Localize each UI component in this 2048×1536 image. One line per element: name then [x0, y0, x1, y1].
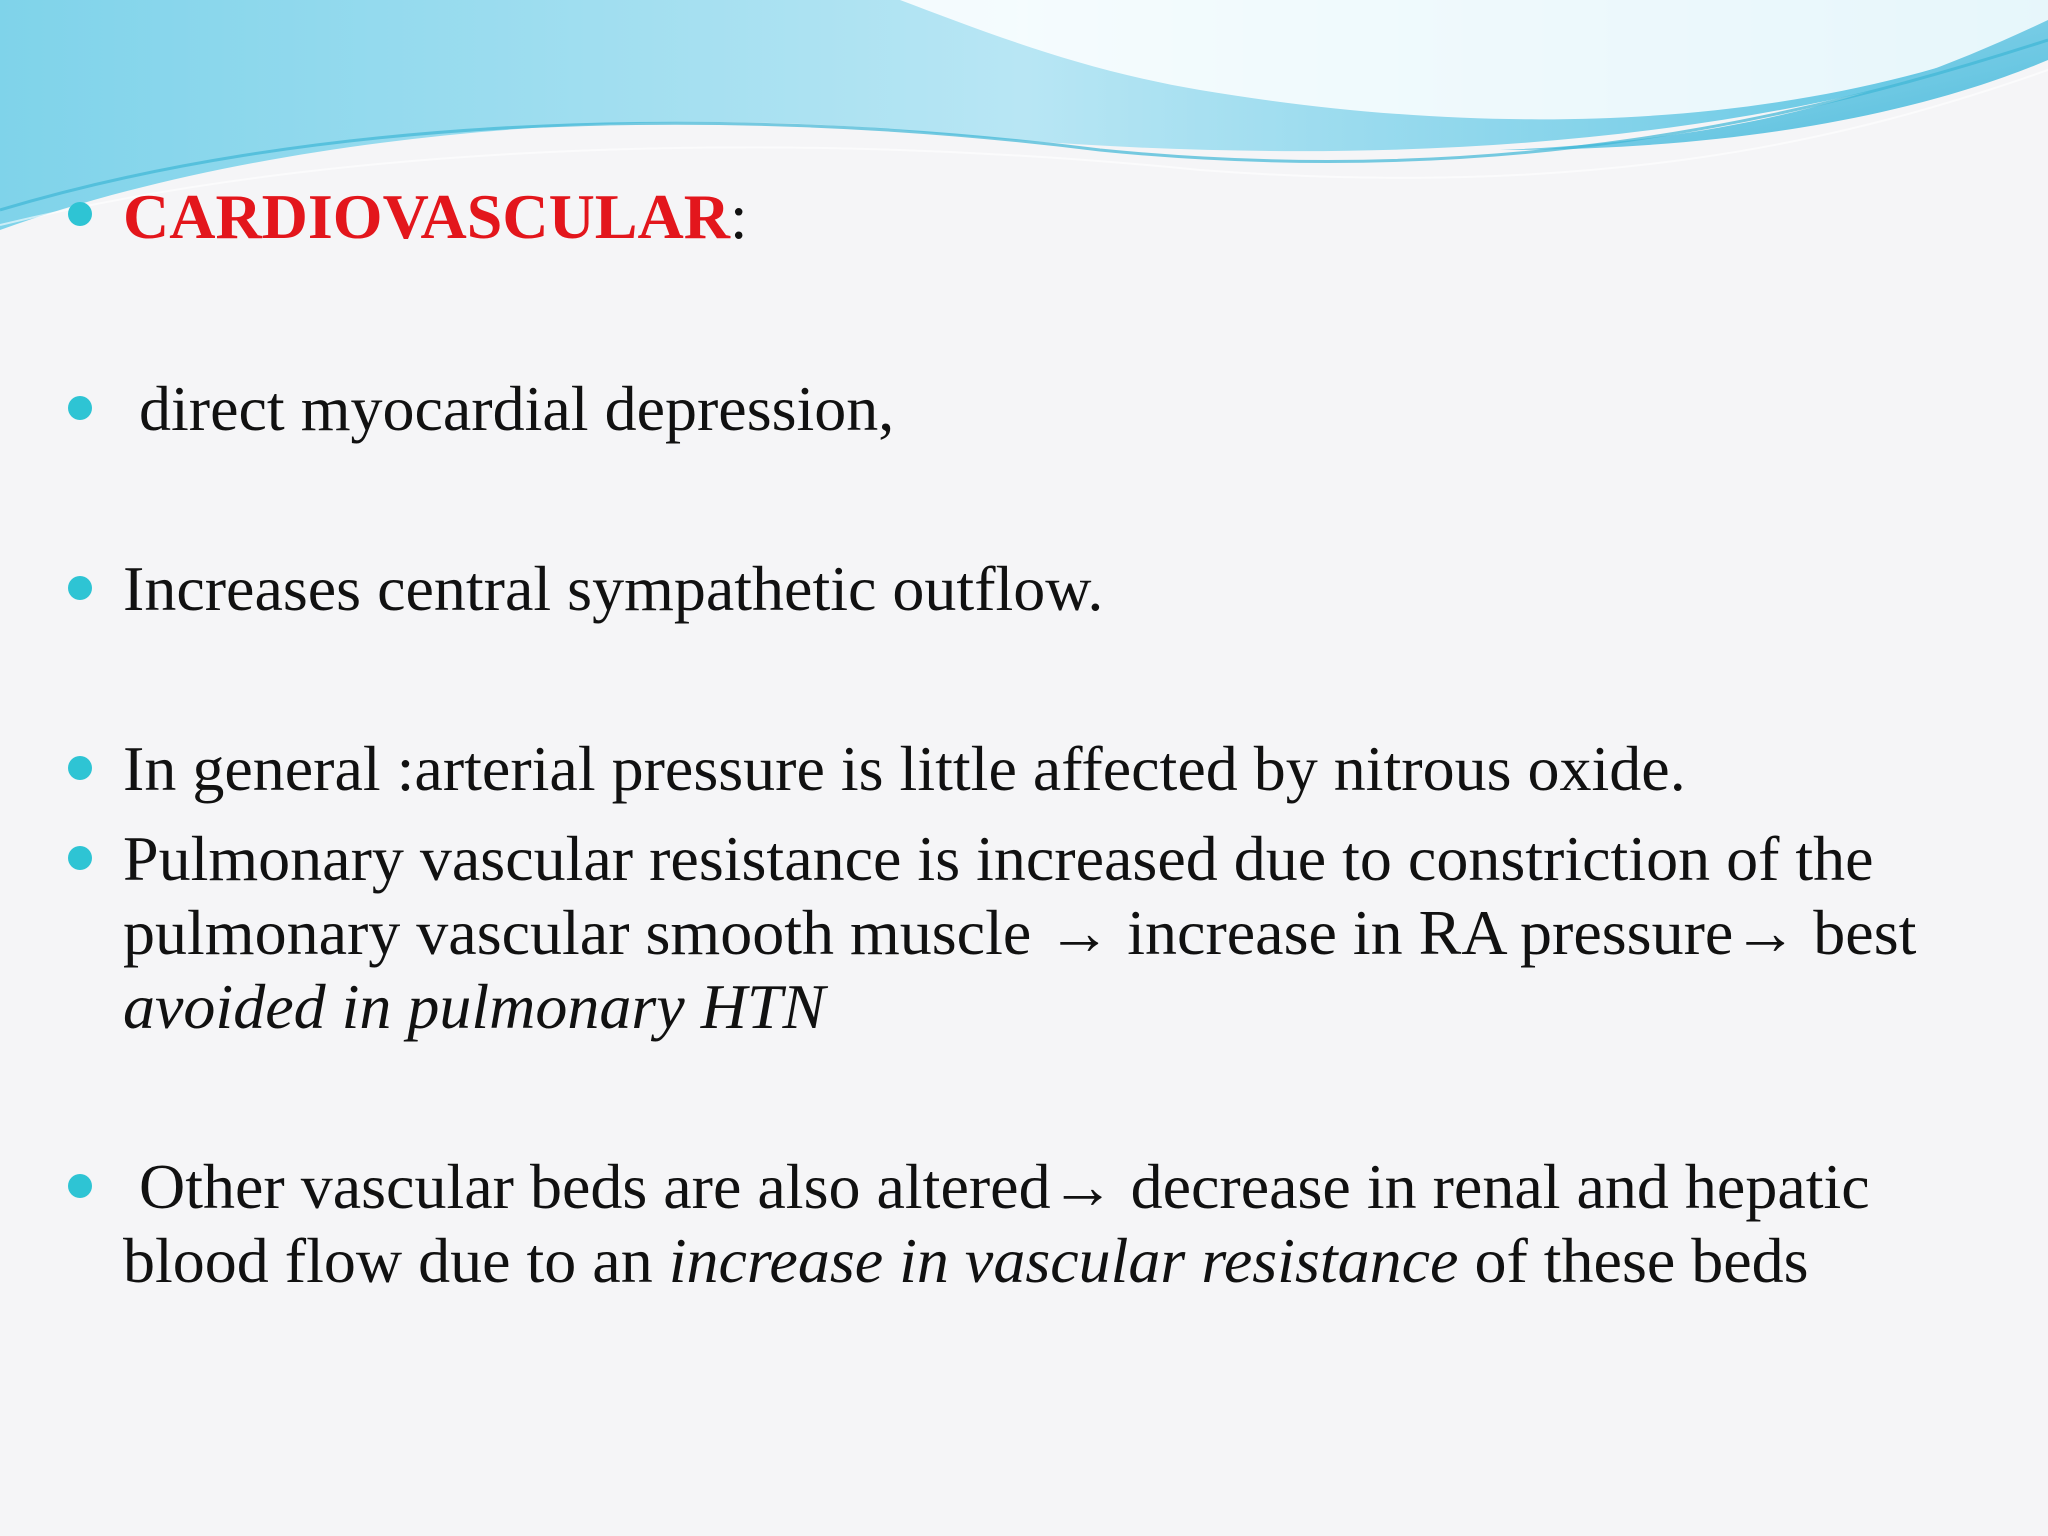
teal-circle-bullet-icon [68, 846, 92, 870]
bullet-text: direct myocardial depression, [123, 373, 895, 444]
teal-circle-bullet-icon [68, 756, 92, 780]
arrow-icon: → [1047, 897, 1112, 968]
teal-circle-bullet-icon [68, 576, 92, 600]
bullet-text: Other vascular beds are also altered→ decrease in renal and hepatic blood flow due to an increase in vascular resistance of these beds [123, 1151, 1870, 1296]
bullet-text: In general :arterial pressure is little affected by nitrous oxide. [123, 733, 1686, 804]
section-heading: CARDIOVASCULAR [123, 181, 730, 252]
arrow-icon: → [1733, 897, 1798, 968]
arrow-icon: → [1050, 1151, 1115, 1222]
teal-circle-bullet-icon [68, 1174, 92, 1198]
teal-circle-bullet-icon [68, 396, 92, 420]
bullet-text: Increases central sympathetic outflow. [123, 553, 1104, 624]
bullet-text: Pulmonary vascular resistance is increased due to constriction of the pulmonary vascular smooth muscle → increase in RA pressure→ best avoided in pulmonary HTN [123, 823, 1917, 1042]
heading-text: CARDIOVASCULAR: [123, 181, 748, 252]
teal-circle-bullet-icon [68, 202, 92, 226]
